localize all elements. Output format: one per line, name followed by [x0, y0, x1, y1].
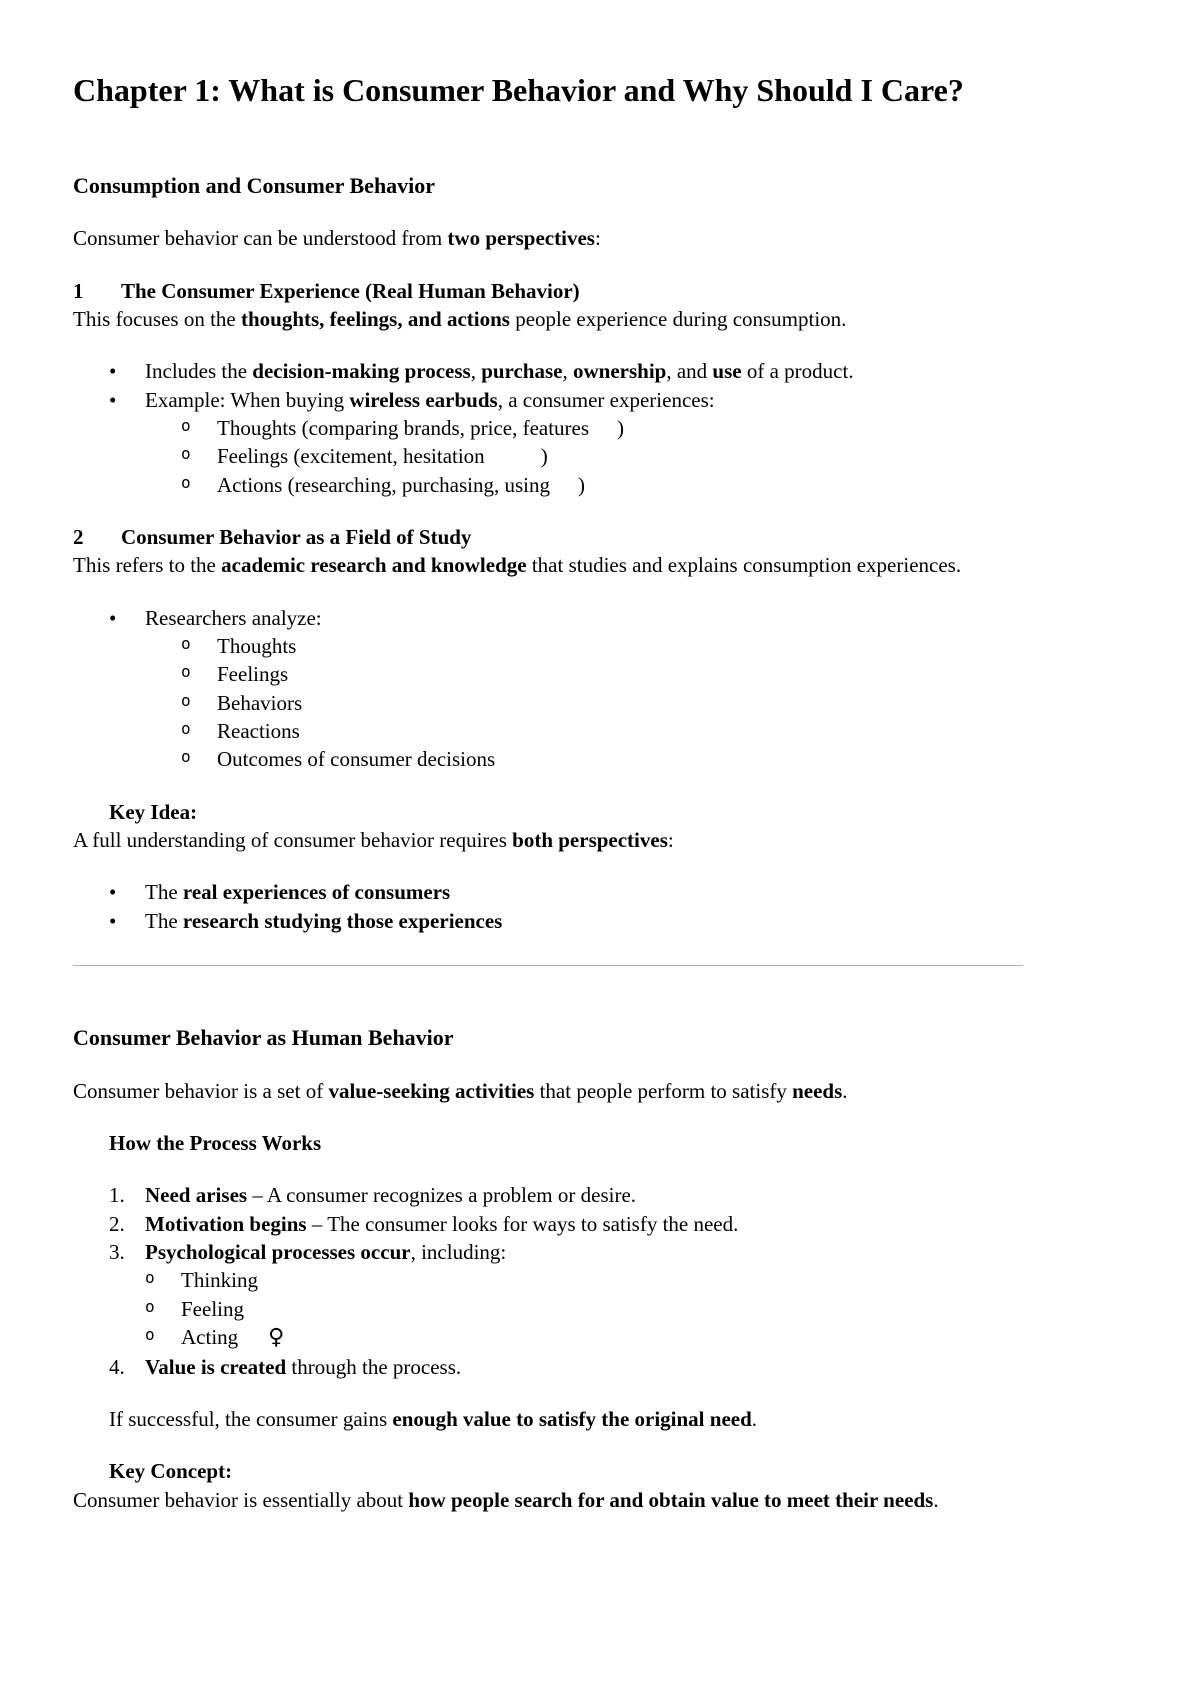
step-item: 1. Need arises – A consumer recognizes a problem or desire.	[109, 1183, 637, 1208]
perspective-2-list	[73, 604, 1133, 774]
sub-list-item: o Reactions	[181, 717, 1133, 745]
sub-list	[109, 1266, 1133, 1352]
step-item: 2. Motivation begins – The consumer looks for ways to satisfy the need.	[109, 1211, 739, 1236]
perspective-2-desc: This refers to the academic research and knowledge that studies and explains consumption experiences.	[73, 553, 962, 578]
list-item: • Example: When buying wireless earbuds, a consumer experiences: o Thoughts (comparing brands, price, features ) o Feelings (excitement, hesitation ) o Actions (researching, purchasing, using )	[109, 386, 1133, 499]
list-item: • Researchers analyze: o Thoughts o Feelings o Behaviors o Reactions o Outcomes of consumer decisions	[109, 604, 1133, 774]
perspective-1-list	[73, 357, 1133, 499]
sub-list	[145, 414, 1133, 499]
key-idea-list	[73, 878, 1133, 935]
list-item: • The research studying those experiences	[109, 907, 1133, 935]
sub-list-item: o Outcomes of consumer decisions	[181, 745, 1133, 773]
process-heading: How the Process Works	[109, 1131, 322, 1155]
section-heading-human-behavior: Consumer Behavior as Human Behavior	[73, 1025, 454, 1051]
sub-list-item: o Feelings (excitement, hesitation )	[181, 442, 1133, 470]
sub-list-item: o Thoughts	[181, 632, 1133, 660]
page-title: Chapter 1: What is Consumer Behavior and Why Should I Care?	[73, 72, 964, 108]
section-heading-consumption: Consumption and Consumer Behavior	[73, 172, 436, 198]
key-idea-text: A full understanding of consumer behavior requires both perspectives:	[73, 828, 674, 853]
sub-list-item: o Acting ♀	[145, 1323, 1133, 1353]
section2-intro: Consumer behavior is a set of value-seeking activities that people perform to satisfy needs.	[73, 1078, 848, 1103]
success-text: If successful, the consumer gains enough value to satisfy the original need.	[109, 1407, 758, 1432]
step-item: 3. Psychological processes occur, including: o Thinking o Feeling o Acting ♀	[109, 1238, 1133, 1353]
sub-list-item: o Feelings	[181, 660, 1133, 688]
key-concept-label: Key Concept:	[109, 1459, 233, 1484]
sub-list-item: o Thoughts (comparing brands, price, features )	[181, 414, 1133, 442]
sub-list	[145, 632, 1133, 774]
perspective-1-heading: 1 The Consumer Experience (Real Human Behavior)	[73, 278, 580, 303]
step-item: 4. Value is created through the process.	[109, 1354, 462, 1379]
perspective-2-heading: 2 Consumer Behavior as a Field of Study	[73, 524, 472, 549]
list-item: • Includes the decision-making process, purchase, ownership, and use of a product.	[109, 357, 1133, 385]
key-idea-label: Key Idea:	[109, 799, 198, 824]
sub-list-item: o Thinking	[145, 1266, 1133, 1294]
process-steps	[73, 1181, 1133, 1381]
document-page	[73, 70, 1133, 1514]
female-sign-icon: ♀	[268, 1325, 285, 1351]
perspective-1-desc: This focuses on the thoughts, feelings, and actions people experience during consumption.	[73, 306, 847, 331]
sub-list-item: o Actions (researching, purchasing, using )	[181, 471, 1133, 499]
list-item: • The real experiences of consumers	[109, 878, 1133, 906]
sub-list-item: o Behaviors	[181, 689, 1133, 717]
section1-intro: Consumer behavior can be understood from two perspectives:	[73, 226, 601, 251]
sub-list-item: o Feeling	[145, 1295, 1133, 1323]
key-concept-text: Consumer behavior is essentially about how people search for and obtain value to meet their needs.	[73, 1487, 939, 1512]
